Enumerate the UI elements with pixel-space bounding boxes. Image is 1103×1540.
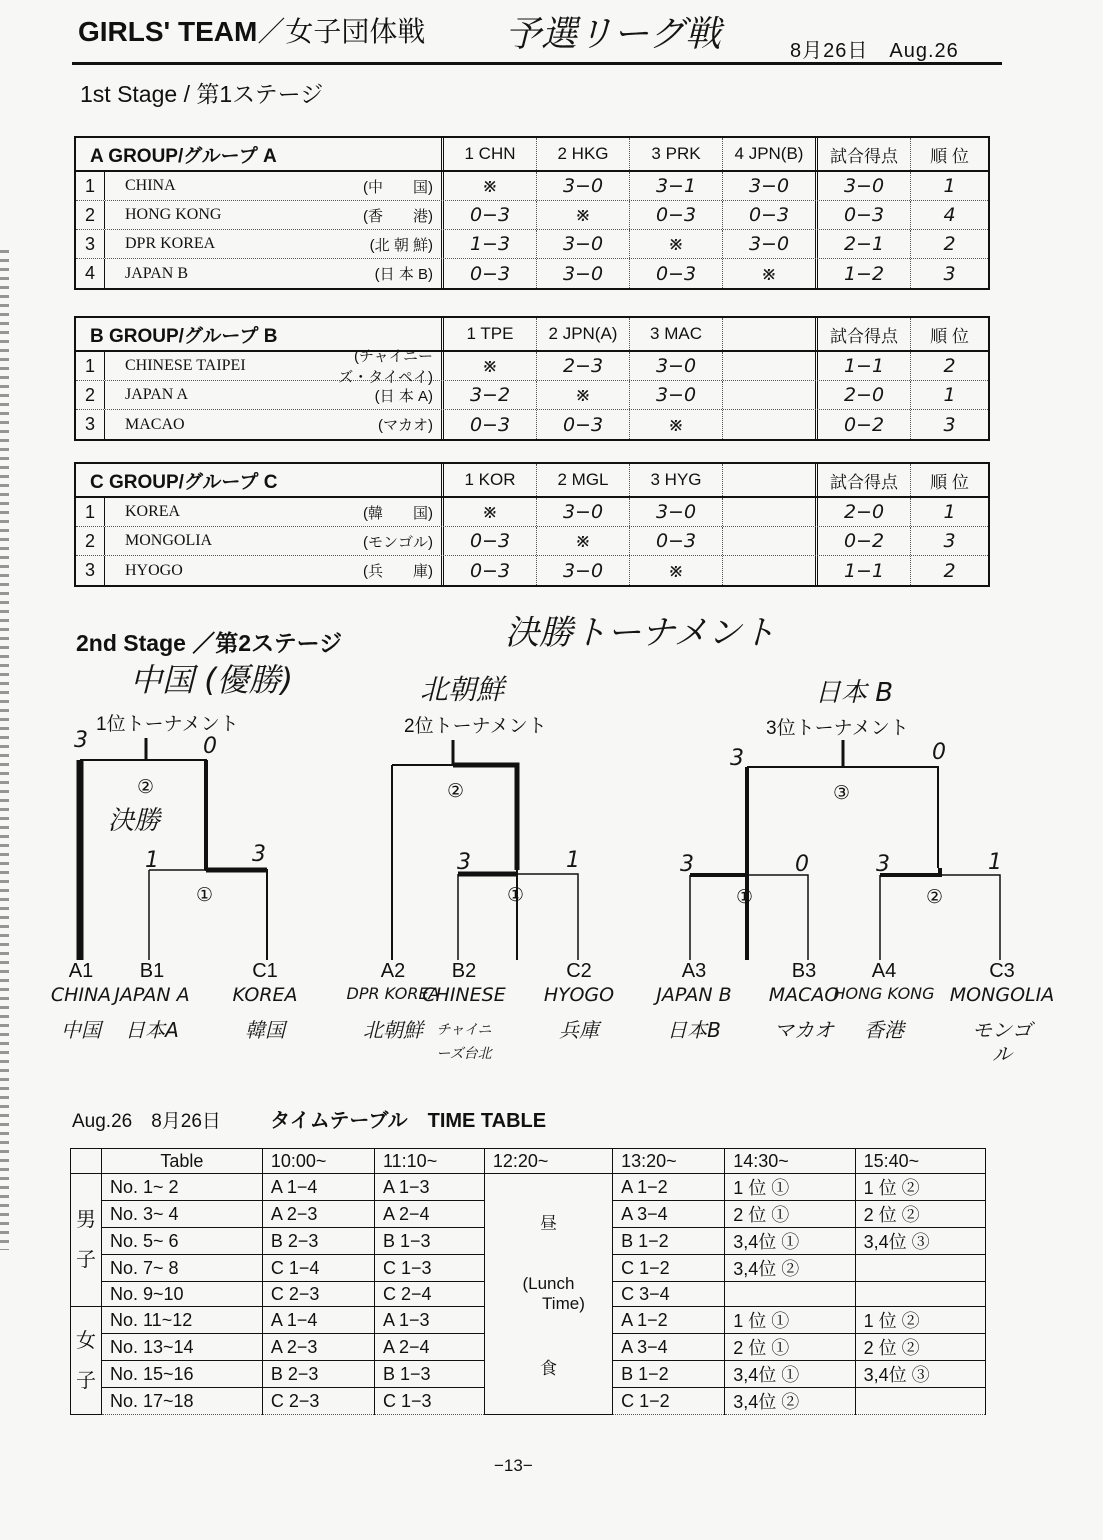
result-cell: 0−3 xyxy=(629,259,722,288)
slot-1540: 1 位 ② xyxy=(855,1174,985,1201)
t3-label: 3位トーナメント xyxy=(766,718,909,739)
result-cell: 0−3 xyxy=(441,201,536,229)
column-header: 4 JPN(B) xyxy=(722,138,815,170)
result-cell: ※ xyxy=(441,172,536,200)
team-hand-name: CHINA xyxy=(50,984,112,1006)
timetable-caption xyxy=(72,1104,546,1133)
table-number: No. 7~ 8 xyxy=(102,1255,263,1282)
table-number: No. 17~18 xyxy=(102,1388,263,1415)
points-cell: 2−0 xyxy=(815,498,910,526)
slot-1110: A 2−4 xyxy=(374,1334,484,1361)
rank-cell: 2 xyxy=(910,230,988,258)
rank-cell: 1 xyxy=(910,498,988,526)
slot-1320: A 1−2 xyxy=(613,1307,725,1334)
rank-cell: 4 xyxy=(910,201,988,229)
stage2-heading: 2nd Stage ／第2ステージ xyxy=(76,630,343,656)
slot-1000: A 2−3 xyxy=(262,1201,374,1228)
timetable xyxy=(70,1148,986,1415)
points-header: 試合得点 xyxy=(815,464,910,496)
team-hand-name: JAPAN A xyxy=(114,984,190,1006)
result-cell: 3−0 xyxy=(722,230,815,258)
title-date: 8月26日 Aug.26 xyxy=(790,40,959,62)
t2-label: 2位トーナメント xyxy=(404,716,547,737)
result-cell: 0−3 xyxy=(441,259,536,288)
slot-1110: A 1−3 xyxy=(374,1307,484,1334)
result-cell: ※ xyxy=(536,201,629,229)
result-cell: 3−0 xyxy=(536,259,629,288)
team-hand-name: CHINESE xyxy=(422,984,506,1006)
team-name-jp: (香 港) xyxy=(363,207,433,225)
group-title: C GROUP/グループ C xyxy=(90,471,278,493)
result-cell: ※ xyxy=(536,527,629,555)
slot-1540: 1 位 ② xyxy=(855,1307,985,1334)
slot-1320: A 3−4 xyxy=(613,1334,725,1361)
t1-score-bottom-left: 1 xyxy=(145,848,159,873)
result-cell: 3−0 xyxy=(536,230,629,258)
slot-1110: A 1−3 xyxy=(374,1174,484,1201)
slot-1000: C 2−3 xyxy=(262,1388,374,1415)
result-cell: ※ xyxy=(629,410,722,439)
result-cell: ※ xyxy=(441,352,536,380)
timetable-header: 15:40~ xyxy=(855,1149,985,1174)
slot-1430: 3,4位 ② xyxy=(725,1388,855,1415)
stage1-heading: 1st Stage / 第1ステージ xyxy=(80,81,324,107)
team-name: KOREA xyxy=(125,503,181,520)
team-hand-jp: 韓国 xyxy=(245,1018,285,1042)
slot-1110: B 1−3 xyxy=(374,1361,484,1388)
tournament-hand-title: 決勝トーナメント xyxy=(505,613,776,653)
team-seed: A2 xyxy=(380,960,406,982)
result-cell: 3−1 xyxy=(629,172,722,200)
slot-1320: A 3−4 xyxy=(613,1201,725,1228)
timetable-header: 14:30~ xyxy=(725,1149,855,1174)
slot-1110: C 1−3 xyxy=(374,1388,484,1415)
team-name: MACAO xyxy=(125,415,185,433)
table-number: No. 1~ 2 xyxy=(102,1174,263,1201)
result-cell: 3−0 xyxy=(536,498,629,526)
points-cell: 0−2 xyxy=(815,410,910,439)
result-cell: 0−3 xyxy=(629,201,722,229)
team-seed: B3 xyxy=(791,960,817,982)
t1-circle-bottom: ① xyxy=(196,885,214,906)
team-name-jp: (中 国) xyxy=(363,178,433,196)
timetable-title: タイムテーブル TIME TABLE xyxy=(270,1110,547,1132)
title-en: GIRLS' TEAM xyxy=(78,16,258,47)
team-seed: B1 xyxy=(139,960,165,982)
team-hand-jp: 香港 xyxy=(864,1018,904,1042)
team-hand-jp: 中国 xyxy=(61,1018,101,1042)
team-hand-name: HONG KONG xyxy=(833,984,935,1003)
slot-1430: 3,4位 ② xyxy=(725,1255,855,1282)
t1-score-top-right: 0 xyxy=(203,734,217,759)
slot-1320: C 1−2 xyxy=(613,1255,725,1282)
result-cell: 0−3 xyxy=(722,201,815,229)
points-cell: 2−0 xyxy=(815,381,910,409)
result-cell: ※ xyxy=(441,498,536,526)
result-cell: ※ xyxy=(629,556,722,585)
team-hand-name: MONGOLIA xyxy=(949,984,1055,1006)
table-number: No. 15~16 xyxy=(102,1361,263,1388)
lunch-en: (Lunch xyxy=(522,1274,575,1293)
result-cell: 0−3 xyxy=(536,410,629,439)
gender-char: 女 xyxy=(76,1329,96,1352)
team-hand-name: MACAO xyxy=(768,984,840,1006)
team-hand-name: HYOGO xyxy=(543,984,615,1006)
group-title: A GROUP/グループ A xyxy=(90,145,277,167)
table-number: No. 11~12 xyxy=(102,1307,263,1334)
result-cell: ※ xyxy=(536,381,629,409)
team-hand-jp: 日本A xyxy=(125,1018,179,1042)
slot-1540 xyxy=(855,1255,985,1282)
result-cell: 3−0 xyxy=(536,556,629,585)
t2-circle-top: ② xyxy=(447,781,465,802)
team-name: JAPAN B xyxy=(125,264,188,282)
t3-circle-top: ③ xyxy=(833,783,851,804)
rank-cell: 3 xyxy=(910,410,988,439)
result-cell: 1−3 xyxy=(441,230,536,258)
gender-label xyxy=(71,1307,102,1415)
team-number: 1 xyxy=(76,498,105,526)
team-hand-jp: 日本B xyxy=(667,1018,721,1042)
result-cell: 3−0 xyxy=(722,172,815,200)
slot-1110: A 2−4 xyxy=(374,1201,484,1228)
team-seed: C3 xyxy=(989,960,1015,982)
points-header: 試合得点 xyxy=(815,138,910,170)
slot-1000: A 2−3 xyxy=(262,1334,374,1361)
result-cell: 3−2 xyxy=(441,381,536,409)
team-number: 3 xyxy=(76,230,105,258)
t1-circle-top: ② xyxy=(137,777,155,798)
t1-score-bottom-right: 3 xyxy=(252,842,266,867)
slot-1000: B 2−3 xyxy=(262,1361,374,1388)
slot-1430: 2 位 ① xyxy=(725,1201,855,1228)
rank-header: 順 位 xyxy=(910,318,988,350)
slot-1540: 2 位 ② xyxy=(855,1201,985,1228)
result-cell: 0−3 xyxy=(441,527,536,555)
timetable-header: 13:20~ xyxy=(613,1149,725,1174)
t1-winner: 中国 (優勝) xyxy=(130,661,294,699)
t3-score-bl-right: 0 xyxy=(795,852,809,877)
rank-header: 順 位 xyxy=(910,138,988,170)
timetable-header: Table xyxy=(102,1149,263,1174)
slot-1000: B 2−3 xyxy=(262,1228,374,1255)
column-header: 1 CHN xyxy=(441,138,536,170)
team-seed: B2 xyxy=(451,960,477,982)
column-header: 3 MAC xyxy=(629,318,722,350)
t2-winner: 北朝鮮 xyxy=(420,673,505,706)
slot-1320: B 1−2 xyxy=(613,1228,725,1255)
lunch-top: 昼 xyxy=(539,1214,557,1233)
table-number: No. 5~ 6 xyxy=(102,1228,263,1255)
column-header: 3 HYG xyxy=(629,464,722,496)
slot-1000: C 1−4 xyxy=(262,1255,374,1282)
points-header: 試合得点 xyxy=(815,318,910,350)
slot-1540 xyxy=(855,1282,985,1307)
team-number: 3 xyxy=(76,556,105,585)
team-name: CHINESE TAIPEI xyxy=(125,357,246,374)
timetable-header: 10:00~ xyxy=(262,1149,374,1174)
t2-score-bottom-left: 3 xyxy=(457,850,471,875)
team-number: 3 xyxy=(76,410,105,439)
team-name: MONGOLIA xyxy=(125,532,213,549)
team-name-jp: (日 本 A) xyxy=(374,387,433,405)
t1-label: 1位トーナメント xyxy=(96,714,239,735)
team-name-jp: (韓 国) xyxy=(363,504,433,522)
group-title: B GROUP/グループ B xyxy=(90,325,278,347)
title-jp: ／女子団体戦 xyxy=(257,16,426,47)
team-name-jp: (チャイニーズ・タイペイ) xyxy=(338,348,433,386)
team-seed: C2 xyxy=(566,960,592,982)
points-cell: 0−2 xyxy=(815,527,910,555)
team-number: 1 xyxy=(76,352,105,380)
column-header: 2 MGL xyxy=(536,464,629,496)
t3-circle-bl: ① xyxy=(736,887,754,908)
result-cell: 3−0 xyxy=(629,381,722,409)
slot-1540: 3,4位 ③ xyxy=(855,1228,985,1255)
team-name-jp: (兵 庫) xyxy=(363,563,433,580)
slot-1000: A 1−4 xyxy=(262,1174,374,1201)
column-header: 2 HKG xyxy=(536,138,629,170)
points-cell: 1−1 xyxy=(815,556,910,585)
slot-1430: 3,4位 ① xyxy=(725,1228,855,1255)
team-name-jp: (北 朝 鮮) xyxy=(369,236,433,254)
rank-cell: 2 xyxy=(910,556,988,585)
t3-circle-br: ② xyxy=(926,887,944,908)
team-name: DPR KOREA xyxy=(125,235,216,252)
team-hand-jp: 兵庫 xyxy=(559,1018,599,1042)
team-hand-jp: マカオ xyxy=(774,1018,834,1042)
points-cell: 3−0 xyxy=(815,172,910,200)
gender-label xyxy=(71,1174,102,1307)
lunch-en: Time) xyxy=(542,1294,585,1313)
team-name-jp: (マカオ) xyxy=(378,417,433,434)
result-cell: 3−0 xyxy=(629,498,722,526)
slot-1540: 3,4位 ③ xyxy=(855,1361,985,1388)
slot-1000: A 1−4 xyxy=(262,1307,374,1334)
rank-cell: 3 xyxy=(910,527,988,555)
result-cell: ※ xyxy=(629,230,722,258)
team-name: HONG KONG xyxy=(125,206,222,223)
team-seed: A3 xyxy=(681,960,707,982)
team-number: 2 xyxy=(76,527,105,555)
result-cell: 0−3 xyxy=(441,556,536,585)
result-cell: 3−0 xyxy=(629,352,722,380)
team-hand-jp: モンゴル xyxy=(972,1018,1032,1066)
slot-1430: 1 位 ① xyxy=(725,1307,855,1334)
team-name: JAPAN A xyxy=(125,386,188,403)
team-name: CHINA xyxy=(125,177,176,194)
handwritten-title: 予選リーグ戦 xyxy=(505,14,722,55)
table-number: No. 9~10 xyxy=(102,1282,263,1307)
slot-1320: C 1−2 xyxy=(613,1388,725,1415)
lunch-bottom: 食 xyxy=(539,1359,557,1378)
points-cell: 1−1 xyxy=(815,352,910,380)
result-cell: 0−3 xyxy=(441,410,536,439)
slot-1110: C 2−4 xyxy=(374,1282,484,1307)
column-header: 1 KOR xyxy=(441,464,536,496)
corner-cell xyxy=(71,1149,102,1174)
rank-header: 順 位 xyxy=(910,464,988,496)
t3-score-br-left: 3 xyxy=(876,852,890,877)
t3-score-bl-left: 3 xyxy=(680,852,694,877)
team-hand-jp: チャイニーズ台北 xyxy=(436,1022,492,1062)
slot-1430: 3,4位 ① xyxy=(725,1361,855,1388)
rank-cell: 1 xyxy=(910,381,988,409)
table-row xyxy=(71,1174,986,1201)
team-name: HYOGO xyxy=(125,561,183,579)
slot-1430: 2 位 ① xyxy=(725,1334,855,1361)
team-number: 2 xyxy=(76,381,105,409)
t2-circle-bottom: ① xyxy=(507,885,525,906)
column-header: 1 TPE xyxy=(441,318,536,350)
team-number: 4 xyxy=(76,259,105,288)
team-seed: A4 xyxy=(871,960,897,982)
gender-char: 男 xyxy=(76,1209,96,1231)
slot-1430: 1 位 ① xyxy=(725,1174,855,1201)
rank-cell: 1 xyxy=(910,172,988,200)
page-number: −13− xyxy=(494,1456,533,1475)
slot-1540: 2 位 ② xyxy=(855,1334,985,1361)
timetable-header-row xyxy=(71,1149,986,1174)
result-cell: 3−0 xyxy=(536,172,629,200)
t3-winner: 日本 B xyxy=(815,678,894,708)
t1-score-top-left: 3 xyxy=(74,728,88,753)
team-seed: A1 xyxy=(68,960,94,982)
table-number: No. 3~ 4 xyxy=(102,1201,263,1228)
column-header: 3 PRK xyxy=(629,138,722,170)
timetable-header: 12:20~ xyxy=(484,1149,612,1174)
slot-1320: A 1−2 xyxy=(613,1174,725,1201)
team-hand-name: JAPAN B xyxy=(656,984,732,1006)
slot-1430 xyxy=(725,1282,855,1307)
lunch-cell xyxy=(484,1174,612,1415)
points-cell: 1−2 xyxy=(815,259,910,288)
team-name-jp: (モンゴル) xyxy=(363,533,433,551)
t3-score-br-right: 1 xyxy=(988,850,1002,875)
slot-1540 xyxy=(855,1388,985,1415)
team-name-jp: (日 本 B) xyxy=(374,266,433,283)
t3-score-top-right: 0 xyxy=(932,740,946,765)
t2-score-bottom-right: 1 xyxy=(566,848,580,873)
slot-1320: B 1−2 xyxy=(613,1361,725,1388)
team-hand-name: DPR KOREA xyxy=(346,984,440,1003)
rank-cell: 2 xyxy=(910,352,988,380)
rank-cell: 3 xyxy=(910,259,988,288)
result-cell: 2−3 xyxy=(536,352,629,380)
slot-1000: C 2−3 xyxy=(262,1282,374,1307)
slot-1110: B 1−3 xyxy=(374,1228,484,1255)
t3-score-top-left: 3 xyxy=(730,746,744,771)
team-number: 2 xyxy=(76,201,105,229)
gender-char: 子 xyxy=(76,1249,96,1271)
result-cell: ※ xyxy=(722,259,815,288)
team-hand-jp: 北朝鮮 xyxy=(363,1018,423,1042)
team-seed: C1 xyxy=(252,960,278,982)
points-cell: 2−1 xyxy=(815,230,910,258)
team-number: 1 xyxy=(76,172,105,200)
gender-char: 子 xyxy=(76,1369,96,1392)
result-cell: 0−3 xyxy=(629,527,722,555)
table-number: No. 13~14 xyxy=(102,1334,263,1361)
team-hand-name: KOREA xyxy=(232,984,298,1006)
timetable-date: Aug.26 8月26日 xyxy=(72,1111,221,1132)
points-cell: 0−3 xyxy=(815,201,910,229)
column-header: 2 JPN(A) xyxy=(536,318,629,350)
slot-1320: C 3−4 xyxy=(613,1282,725,1307)
timetable-header: 11:10~ xyxy=(374,1149,484,1174)
t1-final-label: 決勝 xyxy=(108,806,161,836)
slot-1110: C 1−3 xyxy=(374,1255,484,1282)
